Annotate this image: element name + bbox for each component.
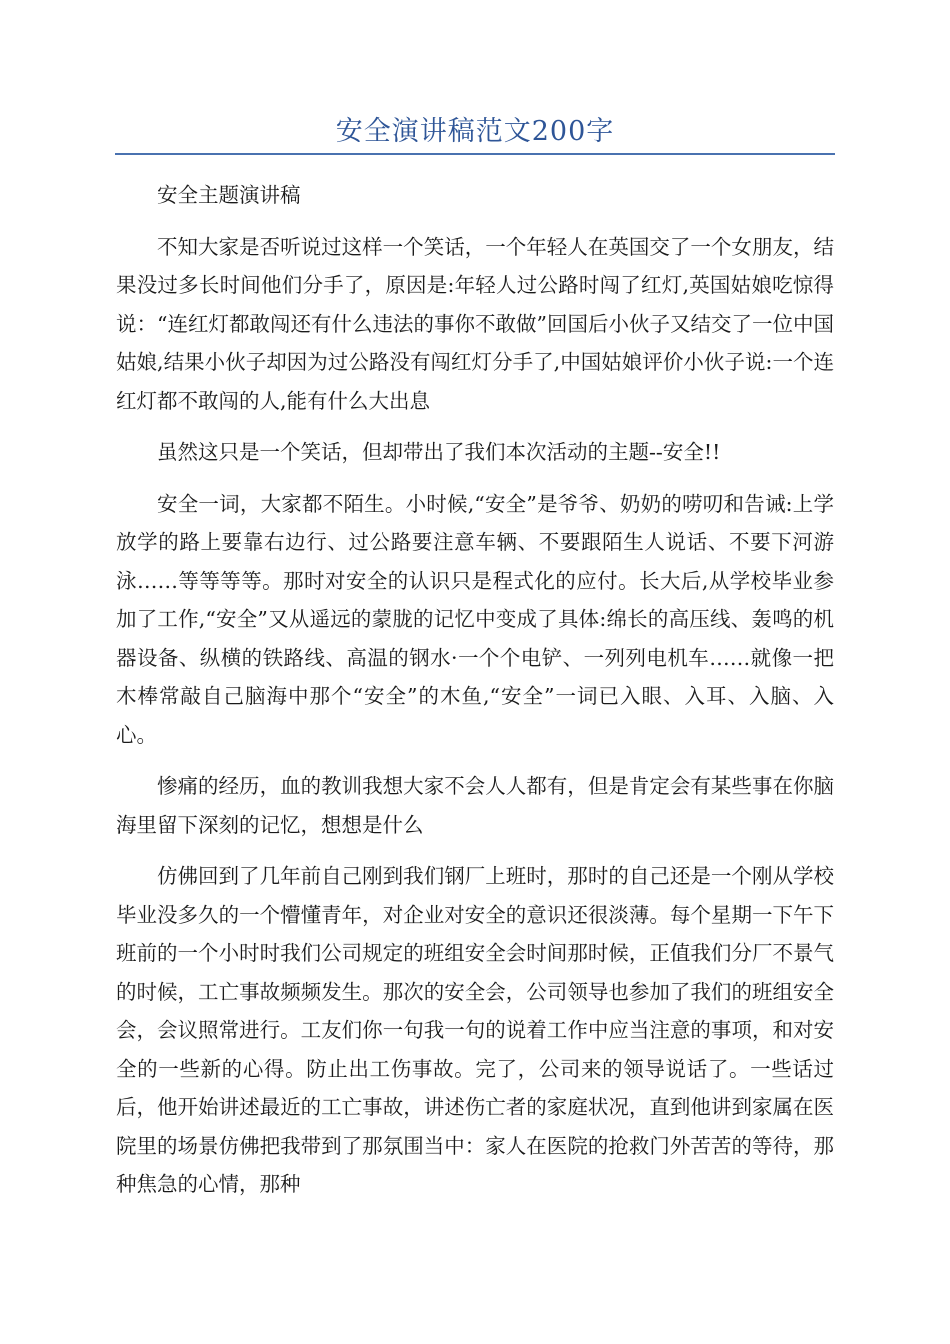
paragraph: 不知大家是否听说过这样一个笑话，一个年轻人在英国交了一个女朋友，结果没过多长时间他们分手了，原因是:年轻人过公路时闯了红灯,英国姑娘吃惊得说：“连红灯都敢闯还有什么违法的事你不敢做”回国后小伙子又结交了一位中国姑娘,结果小伙子却因为过公路没有闯红灯分手了,中国姑娘评价小伙子说:一个连红灯都不敢闯的人,能有什么大出息 xyxy=(116,234,834,413)
paragraph: 安全一词，大家都不陌生。小时候,“安全”是爷爷、奶奶的唠叨和告诫:上学放学的路上要靠右边行、过公路要注意车辆、不要跟陌生人说话、不要下河游泳……等等等等。那时对安全的认识只是程式化的应付。长大后,从学校毕业参加了工作,“安全”又从遥远的蒙胧的记忆中变成了具体:绵长的高压线、轰鸣的机器设备、纵横的铁路线、高温的钢水·一个个电铲、一列列电机车……就像一把木棒常敲自己脑海中那个“安全”的木鱼,“安全”一词已入眼、入耳、入脑、入心。 xyxy=(116,491,834,747)
paragraph: 惨痛的经历，血的教训我想大家不会人人都有，但是肯定会有某些事在你脑海里留下深刻的记忆，想想是什么 xyxy=(116,774,834,837)
document-title: 安全演讲稿范文200字 xyxy=(335,116,615,147)
paragraph: 仿佛回到了几年前自己刚到我们钢厂上班时，那时的自己还是一个刚从学校毕业没多久的一个懵懂青年，对企业对安全的意识还很淡薄。每个星期一下午下班前的一个小时时我们公司规定的班组安全会时间那时候，正值我们分厂不景气的时候，工亡事故频频发生。那次的安全会，公司领导也参加了我们的班组安全会，会议照常进行。工友们你一句我一句的说着工作中应当注意的事项，和对安全的一些新的心得。防止出工伤事故。完了，公司来的领导说话了。一些话过后，他开始讲述最近的工亡事故，讲述伤亡者的家庭状况，直到他讲到家属在医院里的场景仿佛把我带到了那氛围当中：家人在医院的抢救门外苦苦的等待，那种焦急的心情，那种 xyxy=(116,864,834,1196)
document-body xyxy=(116,176,834,1217)
title-underline xyxy=(115,153,835,155)
paragraph-heading: 安全主题演讲稿 xyxy=(157,183,301,207)
paragraph: 虽然这只是一个笑话，但却带出了我们本次活动的主题--安全!! xyxy=(157,440,721,464)
